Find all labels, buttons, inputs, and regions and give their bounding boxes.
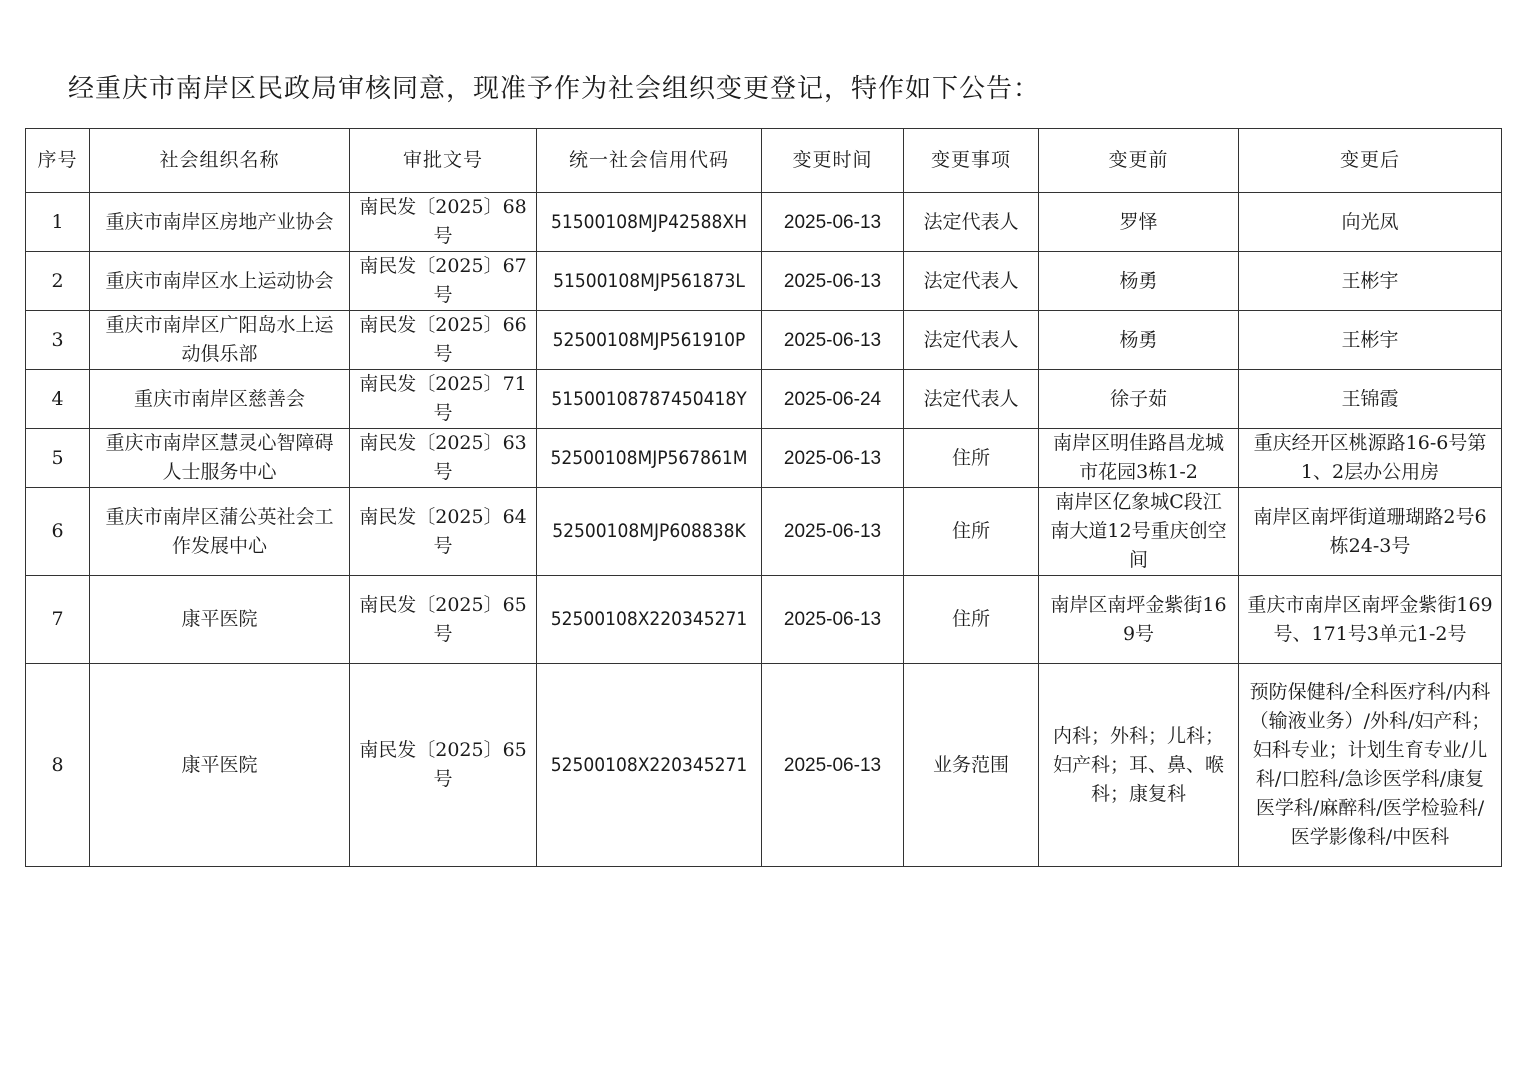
cell-change-item: 业务范围 — [904, 664, 1039, 867]
cell-org-name: 重庆市南岸区慧灵心智障碍人士服务中心 — [90, 429, 350, 488]
cell-credit-code: 52500108MJP608838K — [537, 488, 762, 576]
change-registration-table — [25, 128, 1502, 867]
cell-change-item: 法定代表人 — [904, 193, 1039, 252]
cell-after: 王彬宇 — [1239, 252, 1502, 311]
table-row — [26, 576, 1502, 664]
header-approval-doc: 审批文号 — [350, 129, 537, 193]
cell-before: 杨勇 — [1039, 252, 1239, 311]
cell-org-name: 重庆市南岸区水上运动协会 — [90, 252, 350, 311]
cell-before: 内科；外科；儿科；妇产科；耳、鼻、喉科；康复科 — [1039, 664, 1239, 867]
cell-change-date: 2025-06-13 — [762, 664, 904, 867]
cell-org-name: 重庆市南岸区广阳岛水上运动俱乐部 — [90, 311, 350, 370]
table-row — [26, 252, 1502, 311]
cell-before: 南岸区南坪金紫街169号 — [1039, 576, 1239, 664]
cell-credit-code: 51500108MJP561873L — [537, 252, 762, 311]
cell-credit-code: 51500108MJP42588XH — [537, 193, 762, 252]
cell-change-date: 2025-06-13 — [762, 193, 904, 252]
table-row — [26, 488, 1502, 576]
header-change-date: 变更时间 — [762, 129, 904, 193]
cell-org-name: 康平医院 — [90, 664, 350, 867]
header-change-item: 变更事项 — [904, 129, 1039, 193]
header-credit-code: 统一社会信用代码 — [537, 129, 762, 193]
cell-approval-doc: 南民发〔2025〕65号 — [350, 576, 537, 664]
cell-after: 王锦霞 — [1239, 370, 1502, 429]
cell-credit-code: 52500108MJP567861M — [537, 429, 762, 488]
cell-credit-code: 52500108MJP561910P — [537, 311, 762, 370]
cell-no: 3 — [26, 311, 90, 370]
cell-no: 8 — [26, 664, 90, 867]
cell-after: 预防保健科/全科医疗科/内科（输液业务）/外科/妇产科；妇科专业；计划生育专业/儿科/口腔科/急诊医学科/康复医学科/麻醉科/医学检验科/医学影像科/中医科 — [1239, 664, 1502, 867]
cell-approval-doc: 南民发〔2025〕66号 — [350, 311, 537, 370]
cell-after: 向光凤 — [1239, 193, 1502, 252]
cell-org-name: 康平医院 — [90, 576, 350, 664]
table-row — [26, 370, 1502, 429]
cell-change-date: 2025-06-13 — [762, 311, 904, 370]
cell-after: 王彬宇 — [1239, 311, 1502, 370]
cell-no: 4 — [26, 370, 90, 429]
cell-no: 5 — [26, 429, 90, 488]
cell-before: 南岸区亿象城C段江南大道12号重庆创空间 — [1039, 488, 1239, 576]
table-header-row — [26, 129, 1502, 193]
cell-before: 南岸区明佳路昌龙城市花园3栋1-2 — [1039, 429, 1239, 488]
cell-change-date: 2025-06-13 — [762, 488, 904, 576]
cell-approval-doc: 南民发〔2025〕68号 — [350, 193, 537, 252]
cell-change-item: 法定代表人 — [904, 252, 1039, 311]
cell-after: 重庆经开区桃源路16-6号第1、2层办公用房 — [1239, 429, 1502, 488]
cell-before: 杨勇 — [1039, 311, 1239, 370]
cell-approval-doc: 南民发〔2025〕65号 — [350, 664, 537, 867]
cell-no: 2 — [26, 252, 90, 311]
cell-approval-doc: 南民发〔2025〕64号 — [350, 488, 537, 576]
cell-change-item: 住所 — [904, 488, 1039, 576]
table-row — [26, 664, 1502, 867]
cell-before: 罗怿 — [1039, 193, 1239, 252]
cell-credit-code: 51500108787450418Y — [537, 370, 762, 429]
header-org-name: 社会组织名称 — [90, 129, 350, 193]
cell-change-item: 法定代表人 — [904, 370, 1039, 429]
cell-org-name: 重庆市南岸区慈善会 — [90, 370, 350, 429]
header-before: 变更前 — [1039, 129, 1239, 193]
cell-org-name: 重庆市南岸区蒲公英社会工作发展中心 — [90, 488, 350, 576]
cell-no: 1 — [26, 193, 90, 252]
table-row — [26, 429, 1502, 488]
cell-before: 徐子茹 — [1039, 370, 1239, 429]
cell-no: 6 — [26, 488, 90, 576]
cell-change-item: 住所 — [904, 576, 1039, 664]
cell-after: 重庆市南岸区南坪金紫街169号、171号3单元1-2号 — [1239, 576, 1502, 664]
header-no: 序号 — [26, 129, 90, 193]
cell-change-item: 法定代表人 — [904, 311, 1039, 370]
cell-approval-doc: 南民发〔2025〕71号 — [350, 370, 537, 429]
cell-after: 南岸区南坪街道珊瑚路2号6栋24-3号 — [1239, 488, 1502, 576]
cell-credit-code: 52500108X220345271 — [537, 576, 762, 664]
cell-change-date: 2025-06-13 — [762, 429, 904, 488]
cell-change-date: 2025-06-24 — [762, 370, 904, 429]
header-after: 变更后 — [1239, 129, 1502, 193]
table-row — [26, 193, 1502, 252]
cell-approval-doc: 南民发〔2025〕67号 — [350, 252, 537, 311]
cell-change-date: 2025-06-13 — [762, 252, 904, 311]
cell-approval-doc: 南民发〔2025〕63号 — [350, 429, 537, 488]
cell-credit-code: 52500108X220345271 — [537, 664, 762, 867]
cell-no: 7 — [26, 576, 90, 664]
table-row — [26, 311, 1502, 370]
cell-change-item: 住所 — [904, 429, 1039, 488]
announcement-intro: 经重庆市南岸区民政局审核同意，现准予作为社会组织变更登记，特作如下公告： — [68, 74, 1041, 104]
cell-change-date: 2025-06-13 — [762, 576, 904, 664]
cell-org-name: 重庆市南岸区房地产业协会 — [90, 193, 350, 252]
